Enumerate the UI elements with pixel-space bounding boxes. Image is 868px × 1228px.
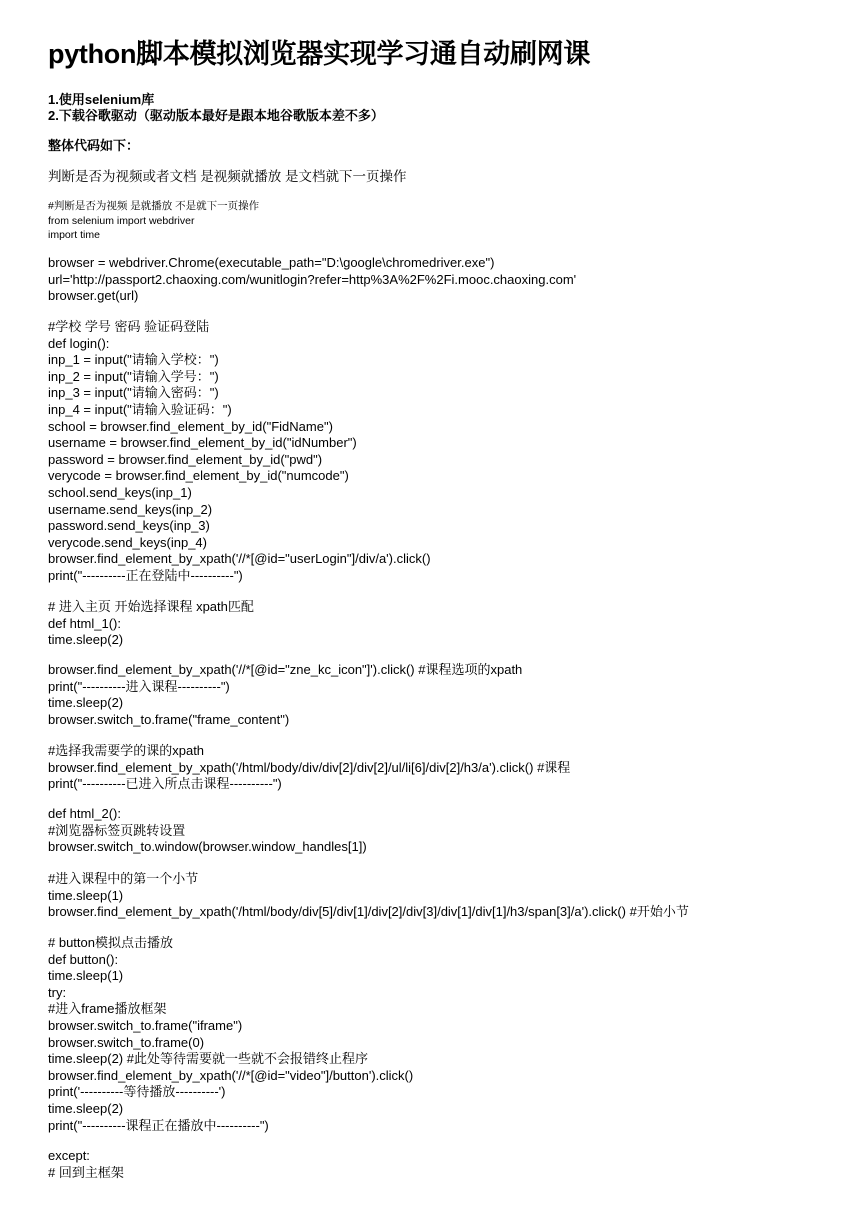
code-block-login	[48, 319, 431, 585]
code-line: try:	[48, 984, 67, 1000]
code-line: browser.find_element_by_xpath('/html/body/div[5]/div[1]/div[2]/div[3]/div[1]/div[1]/h3/span[3]/a').click() #开始小节	[48, 904, 689, 920]
code-line: browser = webdriver.Chrome(executable_path="D:\google\chromedriver.exe")	[48, 255, 495, 270]
code-line: browser.switch_to.window(browser.window_handles[1])	[48, 839, 367, 855]
small-comment-line: from selenium import webdriver	[48, 214, 195, 227]
code-line: time.sleep(1)	[48, 968, 124, 984]
code-line: password.send_keys(inp_3)	[48, 518, 210, 534]
page-title: python脚本模拟浏览器实现学习通自动刷网课	[48, 39, 591, 69]
code-line: # 回到主框架	[48, 1164, 124, 1180]
code-line: def html_1():	[48, 615, 121, 631]
code-line: browser.find_element_by_xpath('//*[@id="userLogin"]/div/a').click()	[48, 551, 431, 567]
code-line: browser.switch_to.frame("frame_content")	[48, 711, 290, 727]
code-line: time.sleep(2)	[48, 632, 124, 648]
code-line: password = browser.find_element_by_id("pwd")	[48, 451, 323, 467]
code-line: # 进入主页 开始选择课程 xpath匹配	[48, 599, 254, 614]
code-line: except:	[48, 1148, 90, 1163]
code-line: browser.switch_to.frame(0)	[48, 1034, 205, 1050]
code-line: #学校 学号 密码 验证码登陆	[48, 319, 210, 334]
code-line: def button():	[48, 951, 119, 967]
code-block-enter-course	[48, 662, 522, 728]
code-line: time.sleep(1)	[48, 887, 124, 903]
code-line: inp_3 = input("请输入密码：")	[48, 385, 219, 401]
small-comment-line: #判断是否为视频 是就播放 不是就下一页操作	[48, 200, 260, 212]
code-line: #浏览器标签页跳转设置	[48, 822, 186, 838]
code-line: verycode.send_keys(inp_4)	[48, 534, 207, 550]
code-block-html1	[48, 599, 254, 649]
code-line: school.send_keys(inp_1)	[48, 484, 192, 500]
step-2: 2.下载谷歌驱动（驱动版本最好是跟本地谷歌版本差不多）	[48, 108, 384, 123]
code-block-html2	[48, 806, 367, 856]
code-line: browser.switch_to.frame("iframe")	[48, 1017, 243, 1033]
code-line: print("----------课程正在播放中----------")	[48, 1117, 269, 1133]
code-line: browser.find_element_by_xpath('/html/body/div/div[2]/div[2]/ul/li[6]/div[2]/h3/a').click() #课程	[48, 759, 571, 775]
code-line: #进入课程中的第一个小节	[48, 871, 199, 886]
code-line: browser.get(url)	[48, 288, 139, 304]
code-line: browser.find_element_by_xpath('//*[@id="video"]/button').click()	[48, 1067, 414, 1083]
code-line: #选择我需要学的课的xpath	[48, 743, 205, 758]
code-line: inp_2 = input("请输入学号：")	[48, 368, 219, 384]
code-line: time.sleep(2) #此处等待需要就一些就不会报错终止程序	[48, 1051, 368, 1067]
code-line: school = browser.find_element_by_id("FidName")	[48, 418, 333, 434]
code-line: inp_1 = input("请输入学校：")	[48, 352, 219, 368]
code-block-setup	[48, 255, 576, 305]
code-line: #进入frame播放框架	[48, 1001, 167, 1017]
code-line: username.send_keys(inp_2)	[48, 501, 213, 517]
code-line: time.sleep(2)	[48, 695, 124, 711]
step-1: 1.使用selenium库	[48, 92, 155, 107]
code-line: time.sleep(2)	[48, 1100, 124, 1116]
code-line: def login():	[48, 335, 110, 351]
overall-code-heading: 整体代码如下：	[48, 138, 140, 153]
code-block-except	[48, 1148, 124, 1181]
code-block-select-course	[48, 743, 570, 793]
code-line: username = browser.find_element_by_id("idNumber")	[48, 435, 357, 451]
code-line: verycode = browser.find_element_by_id("numcode")	[48, 468, 349, 484]
code-line: browser.find_element_by_xpath('//*[@id="zne_kc_icon"]').click() #课程选项的xpath	[48, 662, 523, 677]
code-line: print("----------正在登陆中----------")	[48, 567, 243, 583]
code-line: url='http://passport2.chaoxing.com/wunitlogin?refer=http%3A%2F%2Fi.mooc.chaoxing.com'	[48, 271, 577, 287]
code-line: def html_2():	[48, 806, 121, 821]
code-block-first-section	[48, 871, 689, 921]
code-line: print("----------已进入所点击课程----------")	[48, 776, 282, 792]
small-comment-block	[48, 199, 259, 243]
code-line: print('----------等待播放----------')	[48, 1084, 226, 1100]
intro-text: 判断是否为视频或者文档 是视频就播放 是文档就下一页操作	[48, 169, 407, 184]
small-comment-line: import time	[48, 229, 100, 241]
code-line: # button模拟点击播放	[48, 935, 173, 950]
code-block-button	[48, 935, 413, 1134]
code-line: inp_4 = input("请输入验证码：")	[48, 401, 232, 417]
code-line: print("----------进入课程----------")	[48, 678, 230, 694]
